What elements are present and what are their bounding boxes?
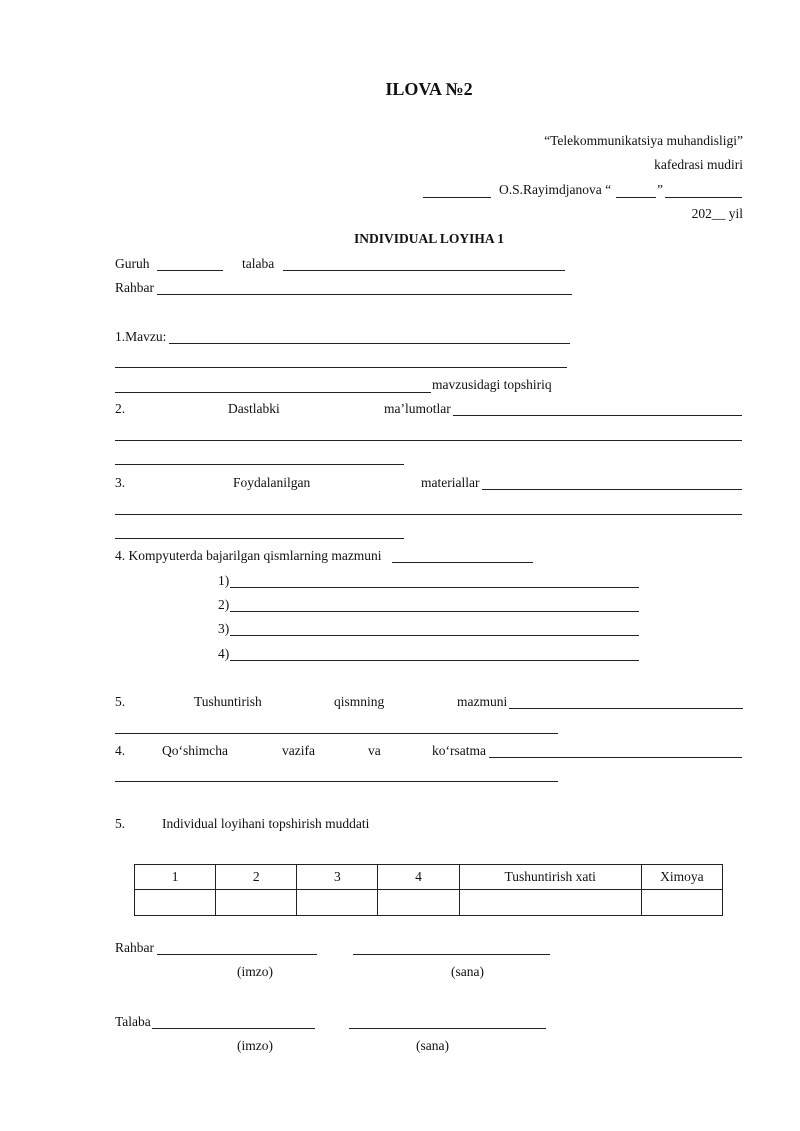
table-header-cell: 1 — [135, 865, 216, 890]
supervisor-signature-caption: (imzo) — [237, 964, 273, 979]
section-5-number: 5. — [115, 694, 126, 709]
approval-quote-close: ” — [657, 182, 663, 197]
section-5-word-3: mazmuni — [457, 694, 508, 709]
section-6-field-1[interactable] — [489, 757, 742, 758]
student-label: talaba — [242, 256, 275, 271]
section-5-word-2: qismning — [334, 694, 385, 709]
signature-supervisor-label: Rahbar — [115, 940, 154, 955]
section-7-number: 5. — [115, 816, 126, 831]
approval-year: 202__ yil — [691, 206, 743, 221]
table-header-cell: Tushuntirish xati — [459, 865, 641, 890]
student-date-caption: (sana) — [416, 1038, 449, 1053]
student-date-field[interactable] — [349, 1028, 546, 1029]
section-4-item-field[interactable] — [230, 587, 639, 588]
approval-role: kafedrasi mudiri — [654, 157, 743, 172]
section-3-field-3[interactable] — [115, 538, 404, 539]
section-6-word-1: Qo‘shimcha — [162, 743, 228, 758]
group-field[interactable] — [157, 270, 223, 271]
table-header-cell: 4 — [378, 865, 459, 890]
topic-suffix: mavzusidagi topshiriq — [432, 377, 552, 392]
student-signature-field[interactable] — [152, 1028, 315, 1029]
table-header-cell: 2 — [216, 865, 297, 890]
supervisor-date-caption: (sana) — [451, 964, 484, 979]
supervisor-field[interactable] — [157, 294, 572, 295]
section-5-word-1: Tushuntirish — [194, 694, 262, 709]
table-cell[interactable] — [135, 890, 216, 916]
signature-student-label: Talaba — [115, 1014, 151, 1029]
table-cell[interactable] — [216, 890, 297, 916]
topic-field-2[interactable] — [115, 367, 567, 368]
section-6-word-3: va — [368, 743, 381, 758]
table-header-cell: Ximoya — [641, 865, 722, 890]
section-6-number: 4. — [115, 743, 126, 758]
section-6-word-4: ko‘rsatma — [432, 743, 486, 758]
section-3-field-2[interactable] — [115, 514, 742, 515]
student-signature-caption: (imzo) — [237, 1038, 273, 1053]
section-4-item-number: 2) — [218, 597, 230, 612]
section-4-field[interactable] — [392, 562, 533, 563]
deadline-table — [134, 864, 723, 916]
section-2-field-2[interactable] — [115, 440, 742, 441]
table-cell[interactable] — [297, 890, 378, 916]
section-6-word-2: vazifa — [282, 743, 315, 758]
group-label: Guruh — [115, 256, 150, 271]
topic-label: 1.Mavzu: — [115, 329, 167, 344]
topic-field-1[interactable] — [169, 343, 570, 344]
page-title: ILOVA №2 — [385, 79, 473, 99]
table-header-row — [135, 865, 723, 890]
approval-day-line[interactable] — [616, 197, 656, 198]
section-4-item-number: 4) — [218, 646, 230, 661]
approval-department: “Telekommunikatsiya muhandisligi” — [544, 133, 743, 148]
section-4-item-number: 3) — [218, 621, 230, 636]
section-4-item-field[interactable] — [230, 635, 639, 636]
section-2-word-1: Dastlabki — [228, 401, 280, 416]
table-header-cell: 3 — [297, 865, 378, 890]
student-field[interactable] — [283, 270, 565, 271]
table-cell[interactable] — [378, 890, 459, 916]
table-row — [135, 890, 723, 916]
table-cell[interactable] — [459, 890, 641, 916]
section-4-item-field[interactable] — [230, 611, 639, 612]
section-2-number: 2. — [115, 401, 126, 416]
section-3-field-1[interactable] — [482, 489, 742, 490]
section-4-item-field[interactable] — [230, 660, 639, 661]
approval-signature-line[interactable] — [423, 197, 491, 198]
supervisor-date-field[interactable] — [353, 954, 550, 955]
section-2-field-1[interactable] — [453, 415, 742, 416]
section-2-field-3[interactable] — [115, 464, 404, 465]
section-2-word-2: ma’lumotlar — [384, 401, 451, 416]
section-5-field-2[interactable] — [115, 733, 558, 734]
section-7-label: Individual loyihani topshirish muddati — [162, 816, 370, 831]
section-3-word-2: materiallar — [421, 475, 480, 490]
approval-month-line[interactable] — [665, 197, 742, 198]
approval-name: O.S.Rayimdjanova “ — [499, 182, 612, 197]
section-6-field-2[interactable] — [115, 781, 558, 782]
section-3-number: 3. — [115, 475, 126, 490]
supervisor-label: Rahbar — [115, 280, 154, 295]
table-cell[interactable] — [641, 890, 722, 916]
topic-field-3[interactable] — [115, 392, 431, 393]
section-4-item-number: 1) — [218, 573, 230, 588]
section-5-field-1[interactable] — [509, 708, 743, 709]
section-4-label: 4. Kompyuterda bajarilgan qismlarning mazmuni — [115, 548, 382, 563]
supervisor-signature-field[interactable] — [157, 954, 317, 955]
section-3-word-1: Foydalanilgan — [233, 475, 311, 490]
form-heading: INDIVIDUAL LOYIHA 1 — [353, 231, 505, 246]
